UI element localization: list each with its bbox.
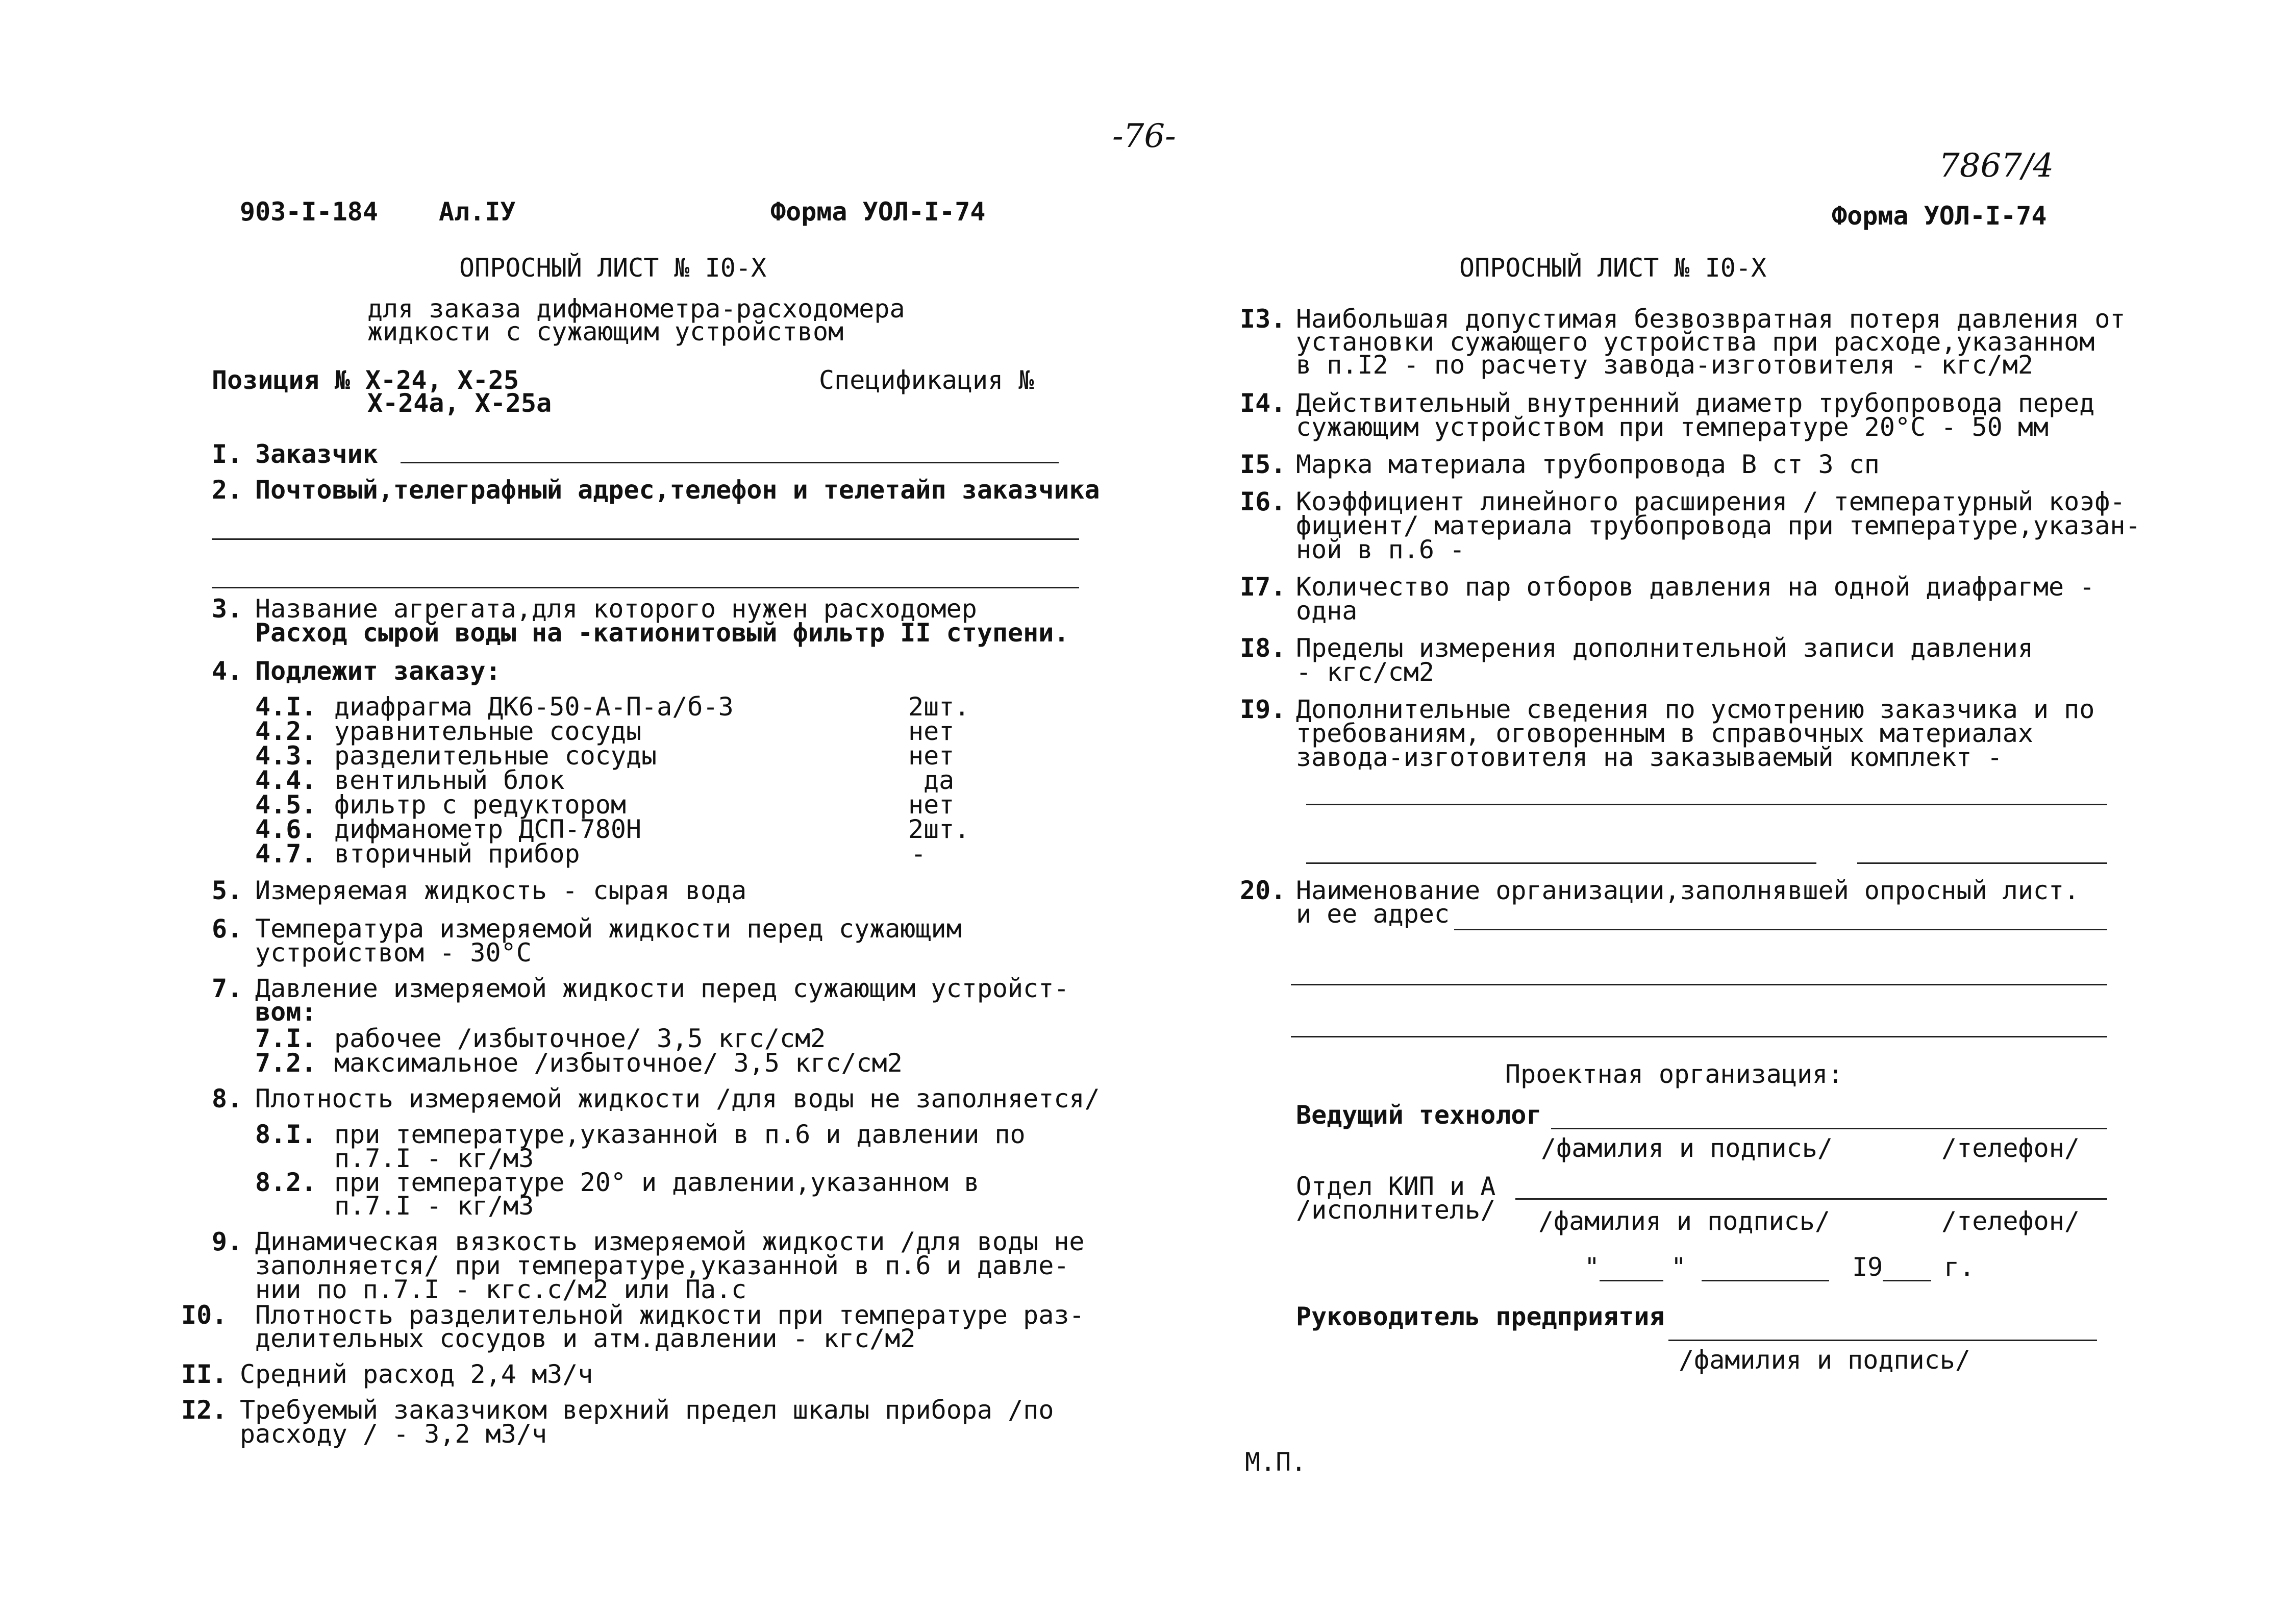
kip-executor-label: /исполнитель/	[1296, 1195, 1496, 1225]
form-label-left: Форма УОЛ-I-74	[770, 197, 986, 227]
item-num: 20.	[1240, 876, 1286, 905]
subitem-value: 2шт.	[908, 814, 970, 844]
item-text: Средний расход 2,4 м3/ч	[240, 1359, 593, 1389]
subitem-text: диафрагма ДК6-50-А-П-а/б-3	[334, 692, 734, 722]
kip-field[interactable]	[1515, 1198, 2107, 1200]
date-open-quote: "	[1584, 1252, 1600, 1282]
item-num: 3.	[212, 594, 243, 624]
signature-caption: /фамилия и подпись/	[1538, 1206, 1830, 1236]
item-text: Коэффициент линейного расширения / температурный коэф-	[1296, 487, 2126, 516]
item-text: Динамическая вязкость измеряемой жидкости /для воды не	[255, 1227, 1085, 1256]
item-num: 8.2.	[255, 1168, 317, 1197]
item-num: 8.I.	[255, 1120, 317, 1149]
subitem-num: 4.7.	[255, 839, 317, 869]
organization-field-1[interactable]	[1454, 929, 2107, 930]
item-num: 6.	[212, 914, 243, 944]
page-number: -76-	[1112, 117, 1176, 155]
organization-field-3[interactable]	[1291, 1036, 2107, 1037]
album-label: Ал.IУ	[439, 197, 516, 227]
subitem-num: 4.3.	[255, 741, 317, 771]
item-num: 7.	[212, 974, 243, 1003]
position-1: Позиция № Х-24, Х-25	[212, 365, 519, 395]
phone-caption: /телефон/	[1941, 1133, 2080, 1163]
subitem-value: да	[924, 765, 955, 795]
item-text: Название агрегата,для которого нужен расходомер	[255, 594, 977, 624]
item-num: 8.	[212, 1084, 243, 1113]
form-label-right: Форма УОЛ-I-74	[1832, 201, 2047, 231]
item-num: II.	[181, 1359, 228, 1389]
item-num: 5.	[212, 876, 243, 905]
item-text: Наибольшая допустимая безвозвратная потеря давления от	[1296, 304, 2126, 334]
item-text: - кгс/см2	[1296, 657, 1434, 687]
item-text: фициент/ материала трубопровода при температуре,указан-	[1296, 511, 2141, 540]
subitem-num: 4.2.	[255, 716, 317, 746]
subitem-text: дифманометр ДСП-780Н	[334, 814, 642, 844]
item-text: вом:	[255, 997, 317, 1027]
subitem-text: вторичный прибор	[334, 839, 580, 869]
item-text: Измеряемая жидкость - сырая вода	[255, 876, 747, 905]
item-text: Заказчик	[255, 439, 378, 469]
date-year-prefix: I9	[1852, 1252, 1883, 1282]
signature-caption: /фамилия и подпись/	[1679, 1345, 1970, 1375]
subitem-text: фильтр с редуктором	[334, 790, 626, 820]
item-text: и ее адрес	[1296, 899, 1450, 929]
subitem-value: нет	[908, 790, 955, 820]
address-field-1[interactable]	[212, 538, 1079, 540]
item-num: 4.	[212, 656, 243, 686]
item-text: сужающим устройством при температуре 20°С - 50 мм	[1296, 412, 2049, 442]
item-num: 7.2.	[255, 1048, 317, 1078]
item-text: п.7.I - кг/м3	[334, 1191, 534, 1221]
subitem-value: нет	[908, 716, 955, 746]
item-num: 9.	[212, 1227, 243, 1256]
item-num: I0.	[181, 1300, 228, 1330]
item-text: рабочее /избыточное/ 3,5 кгс/см2	[334, 1024, 826, 1053]
item-text: п.7.I - кг/м3	[334, 1144, 534, 1173]
date-month-field[interactable]	[1702, 1280, 1829, 1281]
customer-field[interactable]	[401, 462, 1059, 463]
item-text: одна	[1296, 596, 1358, 626]
title-right: ОПРОСНЫЙ ЛИСТ № I0-Х	[1459, 253, 1767, 283]
item-num: I6.	[1240, 487, 1286, 516]
signature-caption: /фамилия и подпись/	[1541, 1133, 1833, 1163]
item-text: Пределы измерения дополнительной записи давления	[1296, 633, 2033, 663]
date-day-field[interactable]	[1600, 1280, 1663, 1281]
subtitle-2: жидкости с сужающим устройством	[367, 317, 844, 346]
item-num: I8.	[1240, 633, 1286, 663]
item-num: I5.	[1240, 450, 1286, 479]
subitem-text: уравнительные сосуды	[334, 716, 642, 746]
item-num: I4.	[1240, 388, 1286, 418]
date-year-suffix: г.	[1944, 1252, 1975, 1282]
lead-tech-field[interactable]	[1551, 1128, 2107, 1129]
item-num: I9.	[1240, 695, 1286, 724]
item-text: расходу / - 3,2 м3/ч	[240, 1419, 547, 1449]
subitem-text: вентильный блок	[334, 765, 565, 795]
item-text: заполняется/ при температуре,указанной в п.6 и давле-	[255, 1251, 1069, 1280]
item-text: Требуемый заказчиком верхний предел шкалы прибора /по	[240, 1395, 1054, 1425]
item-text: Плотность измеряемой жидкости /для воды не заполняется/	[255, 1084, 1100, 1113]
item-text: Количество пар отборов давления на одной диафрагме -	[1296, 572, 2095, 602]
head-label: Руководитель предприятия	[1296, 1302, 1665, 1331]
item-text: Подлежит заказу:	[255, 656, 501, 686]
subitem-num: 4.I.	[255, 692, 317, 722]
item-text: устройством - 30°С	[255, 938, 532, 968]
phone-caption: /телефон/	[1941, 1206, 2080, 1236]
subitem-num: 4.5.	[255, 790, 317, 820]
item-num: 7.I.	[255, 1024, 317, 1053]
address-field-2[interactable]	[212, 587, 1079, 588]
item-text: делительных сосудов и атм.давлении - кгс/м2	[255, 1324, 916, 1353]
specification: Спецификация №	[819, 365, 1034, 395]
date-year-field[interactable]	[1883, 1280, 1931, 1281]
subitem-num: 4.4.	[255, 765, 317, 795]
item-text: Расход сырой воды на -катионитовый фильтр II ступени.	[255, 618, 1069, 648]
stamp-number: 7867/4	[1939, 147, 2054, 185]
item-text: максимальное /избыточное/ 3,5 кгс/см2	[334, 1048, 903, 1078]
item-text: Температура измеряемой жидкости перед сужающим	[255, 914, 962, 944]
subitem-num: 4.6.	[255, 814, 317, 844]
item-text: Дополнительные сведения по усмотрению заказчика и по	[1296, 695, 2095, 724]
item-num: 2.	[212, 475, 243, 505]
item-num: I2.	[181, 1395, 228, 1425]
subitem-text: разделительные сосуды	[334, 741, 657, 771]
additional-info-field-3[interactable]	[1857, 862, 2107, 864]
title-left: ОПРОСНЫЙ ЛИСТ № I0-Х	[459, 253, 767, 283]
item-num: I7.	[1240, 572, 1286, 602]
item-text: установки сужающего устройства при расходе,указанном	[1296, 327, 2095, 357]
item-text: Наименование организации,заполнявшей опросный лист.	[1296, 876, 2080, 905]
date-close-quote: "	[1671, 1252, 1687, 1282]
kip-dept-label: Отдел КИП и А	[1296, 1172, 1496, 1201]
item-text: Почтовый,телеграфный адрес,телефон и телетайп заказчика	[255, 475, 1100, 505]
item-text: Действительный внутренний диаметр трубопровода перед	[1296, 388, 2095, 418]
item-text: требованиям, оговоренным в справочных материалах	[1296, 719, 2033, 748]
item-text: нии по п.7.I - кгс.с/м2 или Па.с	[255, 1275, 747, 1304]
design-org-label: Проектная организация:	[1505, 1059, 1843, 1089]
item-text: в п.I2 - по расчету завода-изготовителя - кгс/м2	[1296, 350, 2033, 380]
item-text: Давление измеряемой жидкости перед сужающим устройст-	[255, 974, 1069, 1003]
item-text: при температуре 20° и давлении,указанном в	[334, 1168, 980, 1197]
position-2: Х-24а, Х-25а	[367, 388, 552, 418]
item-text: Марка материала трубопровода В ст 3 сп	[1296, 450, 1880, 479]
additional-info-field-2[interactable]	[1306, 862, 1816, 864]
additional-info-field-1[interactable]	[1306, 804, 2107, 805]
item-text: при температуре,указанной в п.6 и давлении по	[334, 1120, 1026, 1149]
organization-field-2[interactable]	[1291, 984, 2107, 985]
subitem-value: 2шт.	[908, 692, 970, 722]
seal-label: М.П.	[1245, 1447, 1307, 1477]
item-num: I3.	[1240, 304, 1286, 334]
item-text: Плотность разделительной жидкости при температуре раз-	[255, 1300, 1085, 1330]
lead-tech-label: Ведущий технолог	[1296, 1100, 1542, 1130]
item-num: I.	[212, 439, 243, 469]
subitem-value: нет	[908, 741, 955, 771]
doc-code: 903-I-184	[240, 197, 378, 227]
item-text: завода-изготовителя на заказываемый комплект -	[1296, 742, 2003, 772]
head-field[interactable]	[1668, 1340, 2097, 1341]
subitem-value: -	[911, 839, 927, 869]
item-text: ной в п.6 -	[1296, 535, 1465, 564]
subtitle-1: для заказа дифманометра-расходомера	[367, 294, 905, 324]
